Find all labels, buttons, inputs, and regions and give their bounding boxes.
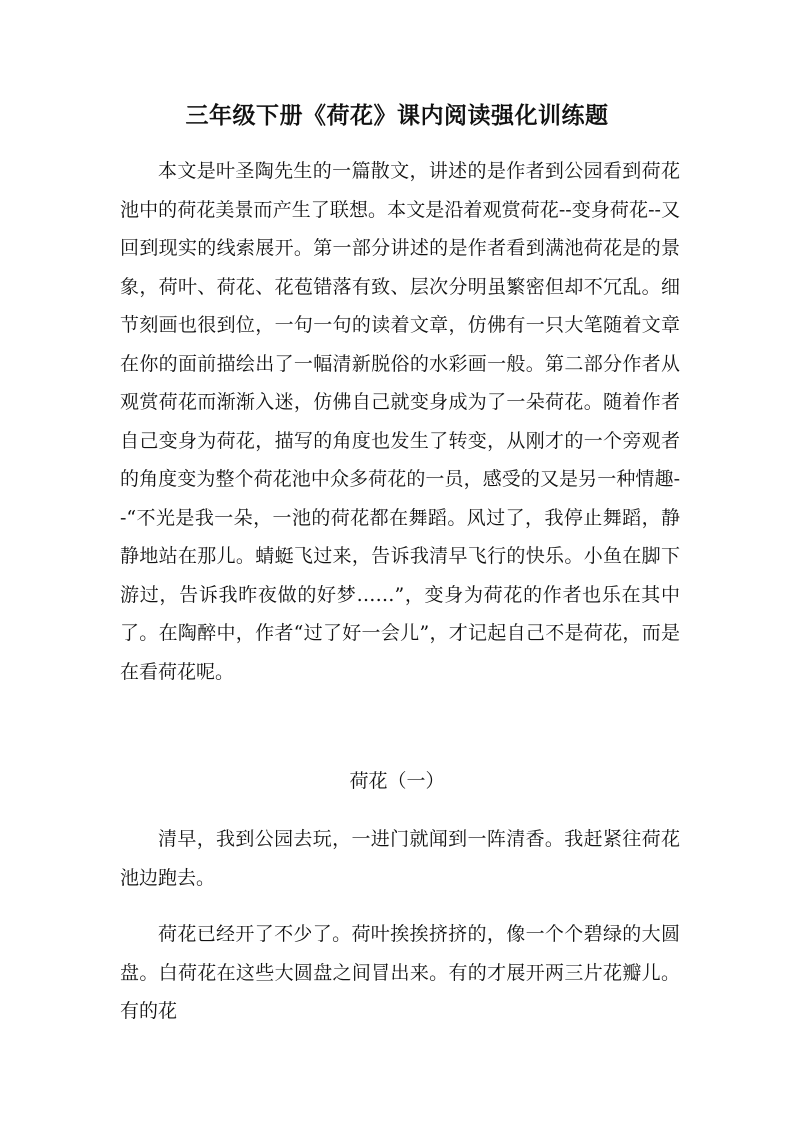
section-paragraph-1: 清早，我到公园去玩，一进门就闻到一阵清香。我赶紧往荷花池边跑去。 — [120, 828, 680, 889]
section-title: 荷花（一） — [349, 770, 445, 792]
section-paragraph-2: 荷花已经开了不少了。荷叶挨挨挤挤的，像一个个碧绿的大圆盘。白荷花在这些大圆盘之间冒出来。有的才展开两三片花瓣儿。有的花 — [120, 923, 680, 1022]
document-title: 三年级下册《荷花》课内阅读强化训练题 — [185, 102, 609, 129]
intro-paragraph: 本文是叶圣陶先生的一篇散文，讲述的是作者到公园看到荷花池中的荷花美景而产生了联想。本文是沿着观赏荷花--变身荷花--又回到现实的线索展开。第一部分讲述的是作者看到满池荷花是的景象，荷叶、荷花、花苞错落有致、层次分明虽繁密但却不冗乱。细节刻画也很到位，一句一句的读着文章，仿佛有一只大笔随着文章在你的面前描绘出了一幅清新脱俗的水彩画一般。第二部分作者从观赏荷花而渐渐入迷，仿佛自己就变身成为了一朵荷花。随着作者自己变身为荷花，描写的角度也发生了转变，从刚才的一个旁观者的角度变为整个荷花池中众多荷花的一员，感受的又是另一种情趣--“不光是我一朵，一池的荷花都在舞蹈。风过了，我停止舞蹈，静静地站在那儿。蜻蜓飞过来，告诉我清早飞行的快乐。小鱼在脚下游过，告诉我昨夜做的好梦……”，变身为荷花的作者也乐在其中了。在陶醉中，作者“过了好一会儿”，才记起自己不是荷花，而是在看荷花呢。 — [120, 160, 680, 683]
